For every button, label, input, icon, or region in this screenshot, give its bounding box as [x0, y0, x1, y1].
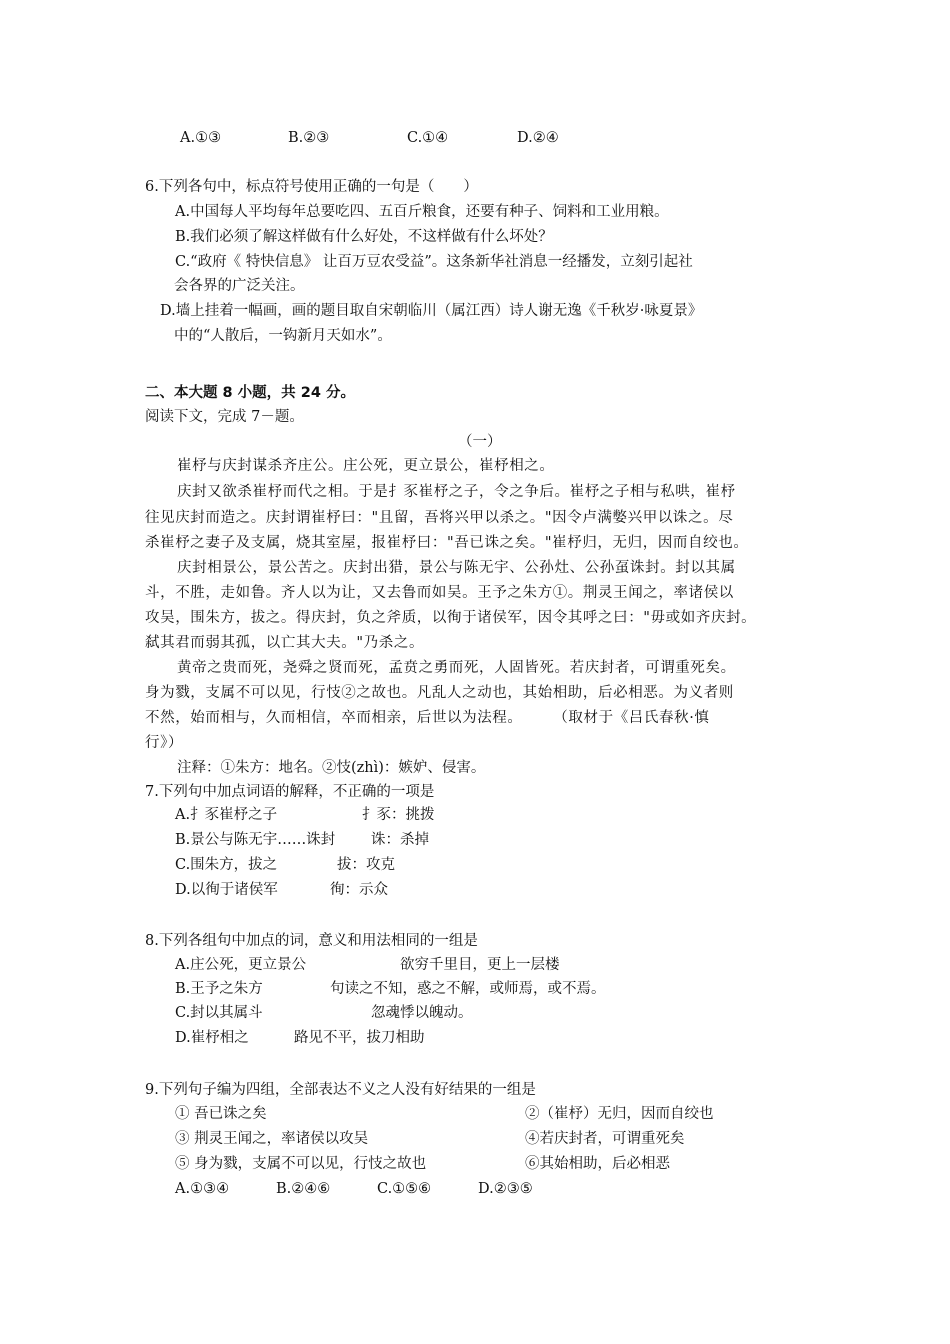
q8-option-a-left: A.庄公死，更立景公	[175, 957, 307, 973]
passage-line: 不然，始而相与，久而相信，卒而相亲，后世以为法程。 （取材于《吕氏春秋·慎	[145, 710, 710, 726]
q9-stem: 9.下列句子编为四组，全部表达不义之人没有好结果的一组是	[145, 1082, 536, 1098]
passage-line: 身为戮，支属不可以见，行忮②之故也。凡乱人之动也，其始相助，后必相恶。为义者则	[145, 685, 734, 701]
q7-option-b-gloss: 诛：杀掉	[371, 832, 429, 848]
q8-option-c-right: 忽魂悸以魄动。	[371, 1005, 473, 1021]
q5-option-d: D.②④	[517, 130, 559, 146]
passage-line: 行》）	[145, 735, 184, 751]
q8-option-b-right: 句读之不知，惑之不解，或师焉，或不焉。	[330, 981, 606, 997]
q8-option-a-right: 欲穷千里目，更上一层楼	[400, 957, 560, 973]
passage-note: 注释：①朱方：地名。②忮(zhì)：嫉妒、侵害。	[177, 760, 486, 776]
q6-option-d-line1: D.墙上挂着一幅画，画的题目取自宋朝临川（属江西）诗人谢无逸《千秋岁·咏夏景》	[160, 303, 703, 319]
q5-option-c: C.①④	[407, 130, 449, 146]
section-instruction: 阅读下文，完成 7－题。	[145, 409, 304, 425]
q7-option-a-gloss: 扌豕：挑拨	[362, 807, 435, 823]
passage-line: 弑其君而弱其孤，以亡其大夫。"乃杀之。	[145, 635, 425, 651]
q7-option-c-gloss: 拔：攻克	[337, 857, 395, 873]
passage-line: 斗，不胜，走如鲁。齐人以为让，又去鲁而如吴。王予之朱方①。荆灵王闻之，率诸侯以	[145, 585, 734, 601]
q9-option-d: D.②③⑤	[478, 1181, 533, 1197]
q9-item-6: ⑥其始相助，后必相恶	[525, 1156, 670, 1172]
passage-line: 庆封相景公，景公苦之。庆封出猎，景公与陈无宇、公孙灶、公孙虿诛封。封以其属	[177, 560, 736, 576]
q8-option-c-left: C.封以其属斗	[175, 1005, 263, 1021]
q6-option-c-line1: C.“政府《 特快信息》 让百万豆农受益”。这条新华社消息一经播发，立刻引起社	[175, 254, 693, 270]
passage-line: 杀崔杼之妻子及支属，烧其室屋，报崔杼曰："吾已诛之矣。"崔杼归，无归，因而自绞也。	[145, 535, 749, 551]
q9-item-2: ②（崔杼）无归，因而自绞也	[525, 1106, 714, 1122]
q5-option-a: A.①③	[180, 130, 222, 146]
q7-option-c-sentence: C.围朱方，拔之	[175, 857, 278, 873]
q8-option-d-right: 路见不平，拔刀相助	[294, 1030, 425, 1046]
q9-item-5: ⑤ 身为戮，支属不可以见，行忮之故也	[175, 1156, 427, 1172]
passage-line: 崔杼与庆封谋杀齐庄公。庄公死，更立景公，崔杼相之。	[177, 458, 555, 474]
q7-option-a-sentence: A.扌豕崔杼之子	[175, 807, 278, 823]
q7-option-d-gloss: 徇：示众	[330, 882, 388, 898]
q9-item-3: ③ 荆灵王闻之，率诸侯以攻吴	[175, 1131, 369, 1147]
passage-line: 往见庆封而造之。庆封谓崔杼曰："且留，吾将兴甲以杀之。"因令卢满嫳兴甲以诛之。尽	[145, 510, 734, 526]
q7-option-b-sentence: B.景公与陈无宇……诛封	[175, 832, 336, 848]
section-title: 二、本大题 8 小题，共 24 分。	[145, 385, 355, 401]
q8-stem: 8.下列各组句中加点的词，意义和用法相同的一组是	[145, 933, 478, 949]
q6-stem: 6.下列各句中，标点符号使用正确的一句是（ ）	[145, 179, 478, 195]
q6-option-b: B.我们必须了解这样做有什么好处，不这样做有什么坏处？	[175, 229, 553, 245]
passage-part-label: （一）	[458, 434, 502, 450]
passage-line: 黄帝之贵而死，尧舜之贤而死，孟贲之勇而死，人固皆死。若庆封者，可谓重死矣。	[177, 660, 736, 676]
q9-option-c: C.①⑤⑥	[377, 1181, 432, 1197]
q8-option-d-left: D.崔杼相之	[175, 1030, 249, 1046]
q9-option-a: A.①③④	[175, 1181, 230, 1197]
passage-line: 攻吴，围朱方，拔之。得庆封，负之斧质，以徇于诸侯军，因令其呼之曰："毋或如齐庆封。	[145, 610, 757, 626]
q7-stem: 7.下列句中加点词语的解释，不正确的一项是	[145, 784, 435, 800]
q5-option-b: B.②③	[288, 130, 330, 146]
q6-option-c-line2: 会各界的广泛关注。	[174, 278, 305, 294]
q9-item-1: ① 吾已诛之矣	[175, 1106, 267, 1122]
q7-option-d-sentence: D.以徇于诸侯军	[175, 882, 278, 898]
q6-option-d-line2: 中的“人散后，一钩新月天如水”。	[174, 328, 392, 344]
passage-line: 庆封又欲杀崔杼而代之相。于是扌豕崔杼之子，令之争后。崔杼之子相与私哄，崔杼	[177, 484, 736, 500]
q9-item-4: ④若庆封者，可谓重死矣	[525, 1131, 685, 1147]
q9-option-b: B.②④⑥	[276, 1181, 331, 1197]
q6-option-a: A.中国每人平均每年总要吃四、五百斤粮食，还要有种子、饲料和工业用粮。	[175, 204, 669, 220]
q8-option-b-left: B.王予之朱方	[175, 981, 263, 997]
